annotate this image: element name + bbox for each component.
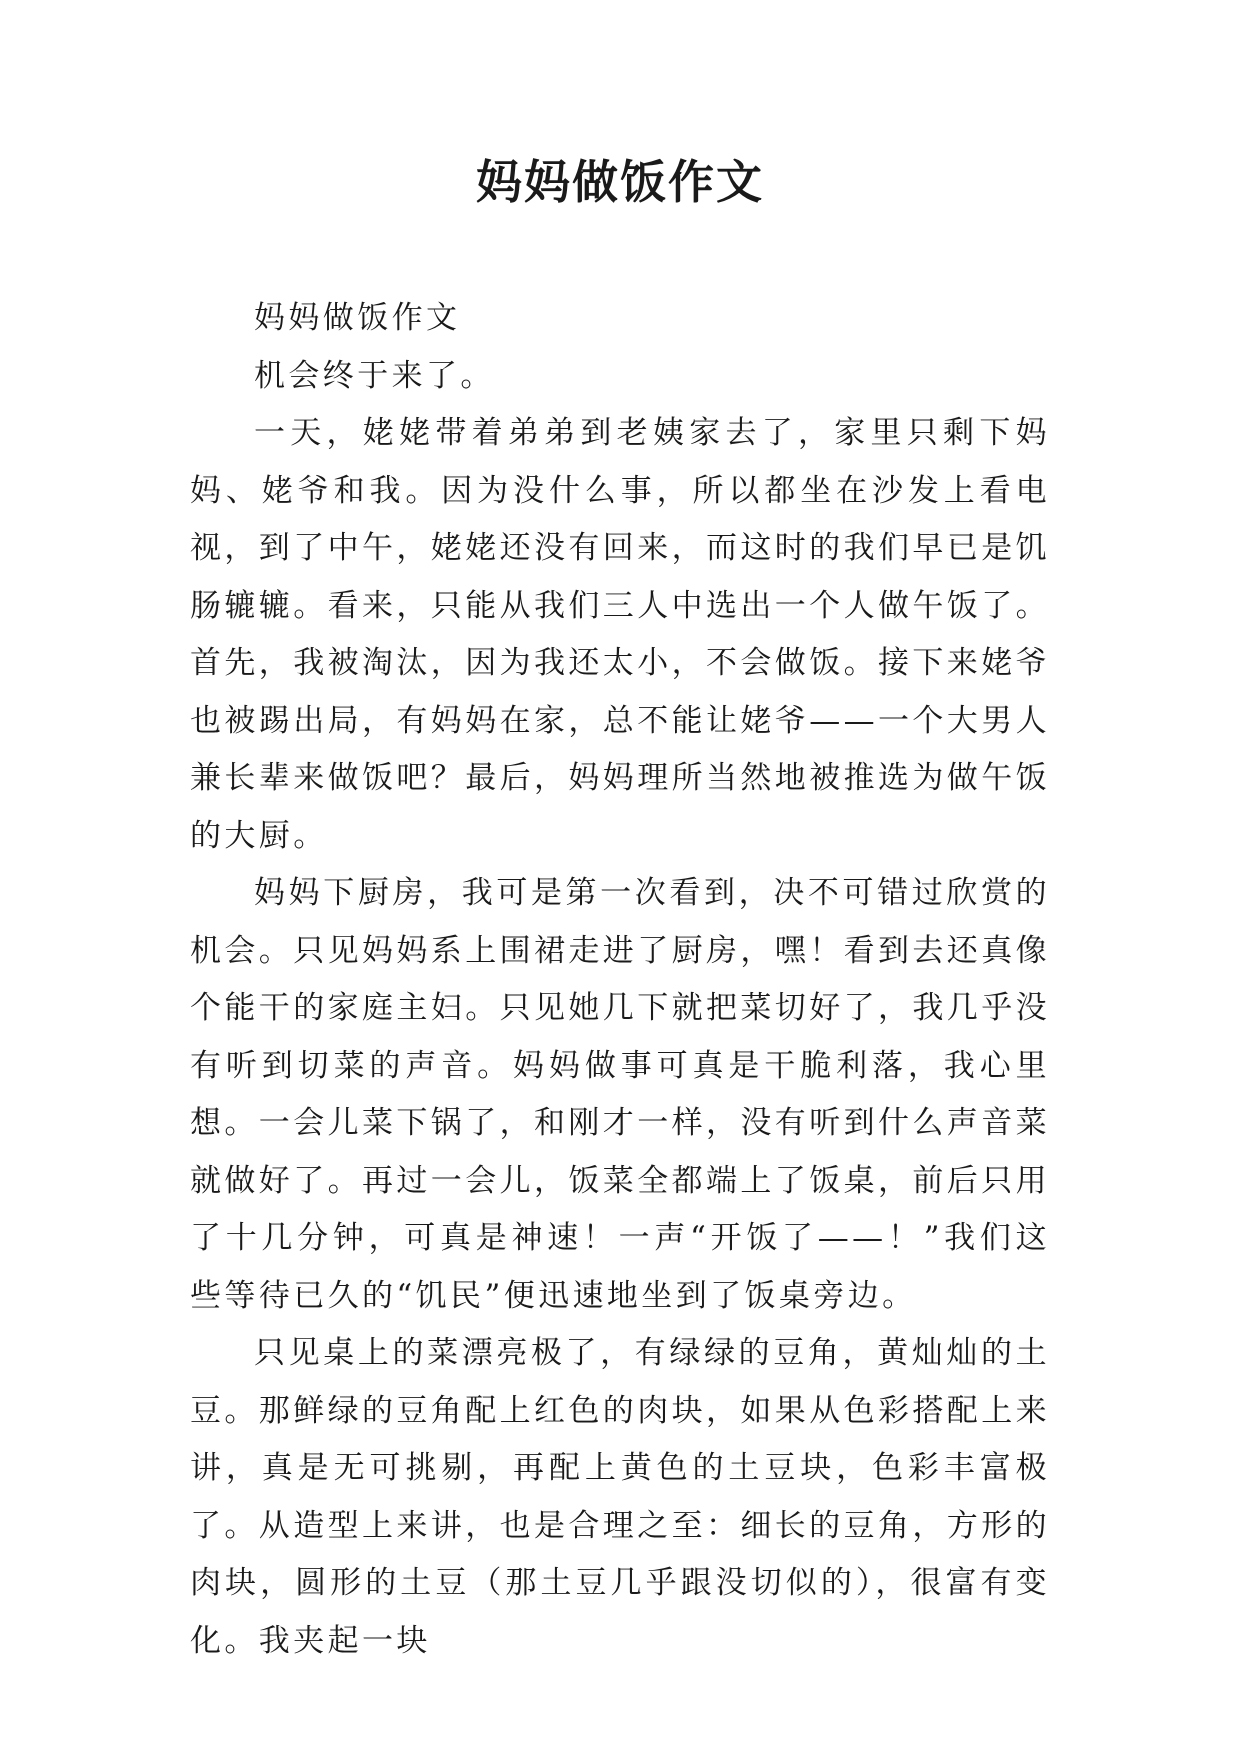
document-page xyxy=(190,0,1050,1754)
document-body xyxy=(190,290,1050,1670)
paragraph-4: 只见桌上的菜漂亮极了，有绿绿的豆角，黄灿灿的土豆。那鲜绿的豆角配上红色的肉块，如果从色彩搭配上来讲，真是无可挑剔，再配上黄色的土豆块，色彩丰富极了。从造型上来讲，也是合理之至：细长的豆角，方形的肉块，圆形的土豆（那土豆几乎跟没切似的），很富有变化。我夹起一块 xyxy=(190,1335,1050,1659)
paragraph-3: 妈妈下厨房，我可是第一次看到，决不可错过欣赏的机会。只见妈妈系上围裙走进了厨房，嘿！看到去还真像个能干的家庭主妇。只见她几下就把菜切好了，我几乎没有听到切菜的声音。妈妈做事可真是干脆利落，我心里想。一会儿菜下锅了，和刚才一样，没有听到什么声音菜就做好了。再过一会儿，饭菜全都端上了饭桌，前后只用了十几分钟，可真是神速！一声“开饭了——！”我们这些等待已久的“饥民”便迅速地坐到了饭桌旁边。 xyxy=(190,875,1050,1314)
paragraph-1: 机会终于来了。 xyxy=(254,357,495,394)
paragraph-2: 一天，姥姥带着弟弟到老姨家去了，家里只剩下妈妈、姥爷和我。因为没什么事，所以都坐在沙发上看电视，到了中午，姥姥还没有回来，而这时的我们早已是饥肠辘辘。看来，只能从我们三人中选出一个人做午饭了。首先，我被淘汰，因为我还太小，不会做饭。接下来姥爷也被踢出局，有妈妈在家，总不能让姥爷——一个大男人兼长辈来做饭吧？最后，妈妈理所当然地被推选为做午饭的大厨。 xyxy=(190,415,1050,854)
paragraph-subtitle: 妈妈做饭作文 xyxy=(254,300,461,336)
document-title: 妈妈做饭作文 xyxy=(476,155,764,209)
